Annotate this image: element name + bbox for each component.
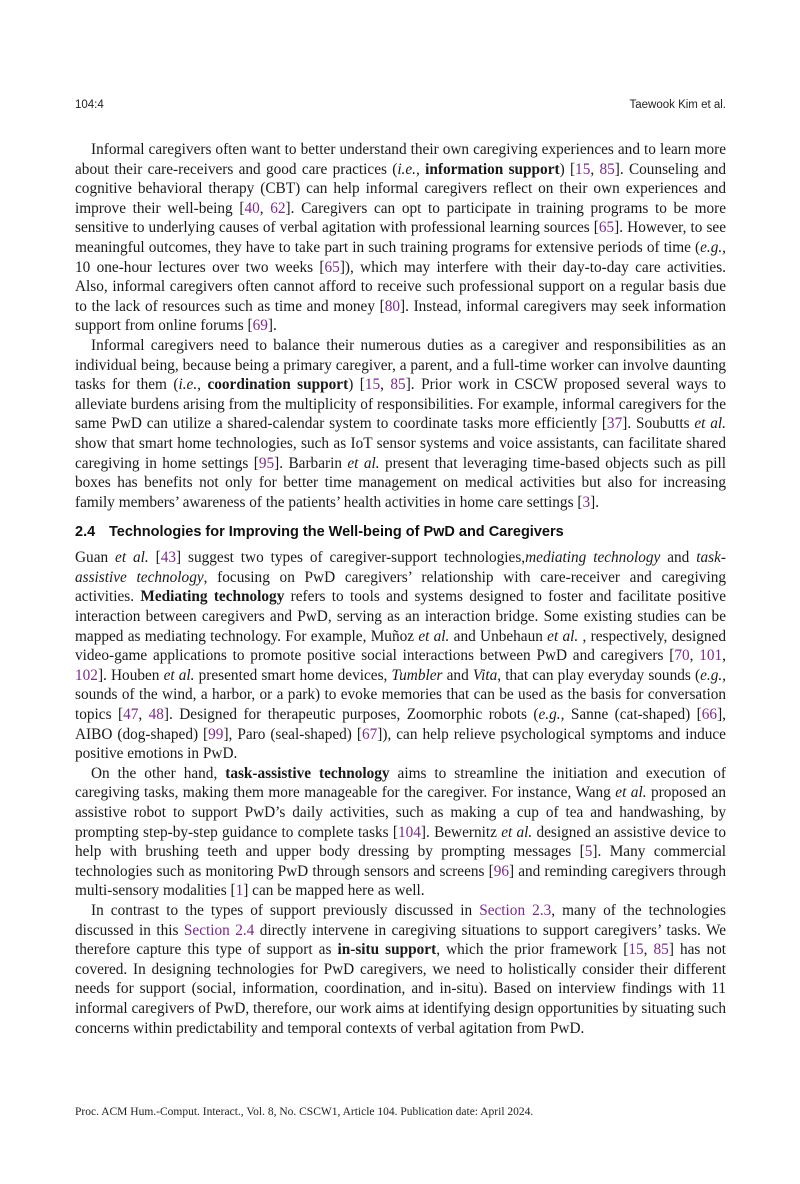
citation-link[interactable]: 15 [628,941,644,959]
paragraph-task-assistive-technology: On the other hand, task-assistive technology aims to streamline the initiation and execution of caregiving tasks, making them more manageable for the caregiver. For instance, Wang et al. proposed an assistive robot to support PwD’s daily activities, such as making a cup of tea and handwashing, by prompting step-by-step guidance to complete tasks [104]. Bewernitz et al. designed an assistive device to help with brushing teeth and upper body dressing by prompting messages [5]. Many commercial technologies such as monitoring PwD through sensors and screens [96] and reminding caregivers through multi-sensory modalities [1] can be mapped here as well. [75,764,727,900]
citation-link[interactable]: 85 [390,376,406,394]
citation-link[interactable]: 95 [258,454,275,472]
citation-link[interactable]: 66 [701,706,718,724]
paragraph-information-support: Informal caregivers often want to better understand their own caregiving experiences and to learn more about their care-receivers and good care practices (i.e., information support) [15, 85]. Counseling and cognitive behavioral therapy (CBT) can help informal caregivers reflect on their own experiences and improve their well-being [40, 62]. Caregivers can opt to participate in training programs to be more sensitive to underlying causes of verbal agitation with professional learning sources [65]. However, to see meaningful outcomes, they have to take part in such training programs for extensive periods of time (e.g., 10 one-hour lectures over two weeks [65]), which may interfere with their day-to-day care activities. Also, informal caregivers often cannot afford to receive such professional support on a regular basis due to the lack of resources such as time and money [80]. Instead, informal caregivers may seek information support from online forums [69]. [75,141,726,335]
citation-link[interactable]: 1 [235,882,244,900]
citation-link[interactable]: 5 [584,843,593,861]
section-number: 2.4 [75,524,96,541]
citation-link[interactable]: 104 [397,823,421,841]
citation-link[interactable]: 99 [208,725,224,743]
citation-link[interactable]: 15 [364,376,381,394]
citation-link[interactable]: 40 [244,199,260,217]
main-text [75,140,726,1038]
paragraph-mediating-technology: Guan et al. [43] suggest two types of caregiver-support technologies,mediating technology and task-assistive technology, focusing on PwD caregivers’ relationship with care-receiver and caregiving activities. Mediating technology refers to tools and systems designed to foster and facilitate positive interaction between caregivers and PwD, serving as an interaction bridge. Some existing studies can be mapped as mediating technology. For example, Muñoz et al. and Unbehaun et al. , respectively, designed video-game applications to promote positive social interactions between PwD and caregivers [70, 101, 102]. Houben et al. presented smart home devices, Tumbler and Vita, that can play everyday sounds (e.g., sounds of the wind, a harbor, or a park) to evoke memories that can be used as the basis for conversation topics [47, 48]. Designed for therapeutic purposes, Zoomorphic robots (e.g., Sanne (cat-shaped) [66], AIBO (dog-shaped) [99], Paro (seal-shaped) [67]), can help relieve psychological symptoms and induce positive emotions in PwD. [75,549,726,763]
citation-link[interactable]: 70 [674,647,690,665]
citation-link[interactable]: 96 [493,862,509,880]
citation-link[interactable]: 85 [653,941,669,959]
section-link[interactable]: Section 2.3 [479,901,552,919]
citation-link[interactable]: 43 [160,549,177,567]
section-link[interactable]: Section 2.4 [183,921,255,939]
citation-link[interactable]: 85 [599,160,615,178]
paragraph-in-situ-support: In contrast to the types of support previously discussed in Section 2.3, many of the technologies discussed in this Section 2.4 directly intervene in caregiving situations to support caregivers’ tasks. We therefore capture this type of support as in-situ support, which the prior framework [15, 85] has not covered. In designing technologies for PwD caregivers, we need to holistically consider their different needs for support (social, information, coordination, and in-situ). Based on interview findings with 11 informal caregivers of PwD, therefore, our work aims at identifying design opportunities by situating such concerns within predictability and temporal contexts of verbal agitation from PwD. [75,901,727,1037]
citation-link[interactable]: 48 [148,706,164,724]
citation-link[interactable]: 69 [252,317,268,335]
paper-page [75,0,726,1184]
citation-link[interactable]: 15 [575,160,591,178]
citation-link[interactable]: 47 [123,706,139,724]
citation-link[interactable]: 80 [384,297,401,315]
citation-link[interactable]: 37 [606,415,623,433]
citation-link[interactable]: 3 [582,493,591,511]
citation-link[interactable]: 101 [699,647,723,665]
running-authors: Taewook Kim et al. [629,99,726,111]
paragraph-coordination-support: Informal caregivers need to balance their numerous duties as a caregiver and responsibilities as an individual being, because being a primary caregiver, a parent, and a full-time worker can involve daunting tasks for them (i.e., coordination support) [15, 85]. Prior work in CSCW proposed several ways to alleviate burdens arising from the multiplicity of responsibilities. For example, informal caregivers for the same PwD can utilize a shared-calendar system to coordinate tasks more efficiently [37]. Soubutts et al. show that smart home technologies, such as IoT sensor systems and voice assistants, can facilitate shared caregiving in home settings [95]. Barbarin et al. present that leveraging time-based objects such as pill boxes has benefits not only for better time management on medical activities but also for increasing family members’ awareness of the patients’ health activities in home care settings [3]. [75,336,727,511]
citation-link[interactable]: 65 [598,219,615,237]
section-heading [75,522,726,542]
citation-link[interactable]: 62 [270,199,286,217]
citation-link[interactable]: 102 [75,666,98,684]
page-label: 104:4 [75,99,104,111]
section-title: Technologies for Improving the Well-being of PwD and Caregivers [109,524,564,541]
citation-link[interactable]: 67 [361,725,378,743]
page-footer: Proc. ACM Hum.-Comput. Interact., Vol. 8, No. CSCW1, Article 104. Publication date: April 2024. [75,1106,534,1118]
citation-link[interactable]: 65 [324,258,340,276]
